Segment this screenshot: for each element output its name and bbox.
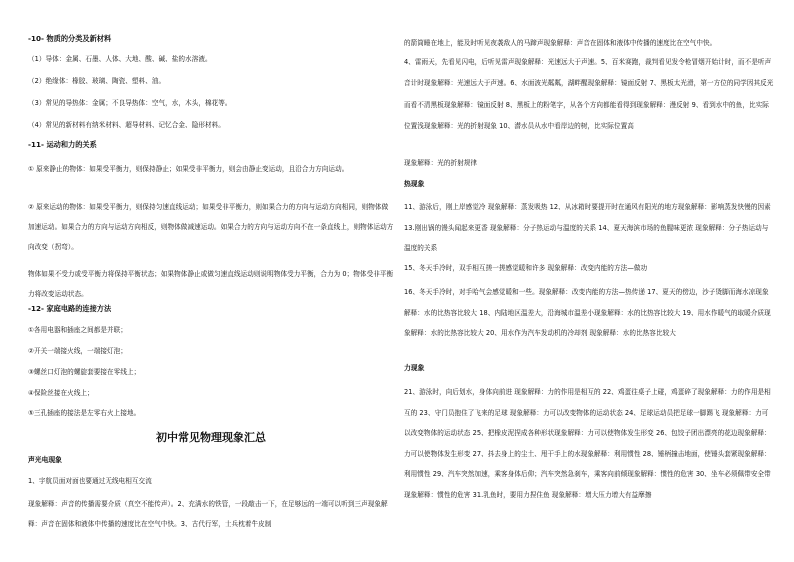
section-10-item-4: （4）常见的新材料有纳米材料、超导材料、记忆合金、隐形材料。 [28, 121, 225, 129]
section-12-item-1: ①各用电器和插座之间都是并联； [28, 326, 127, 334]
section-11-heading: -11- 运动和力的关系 [28, 140, 97, 149]
right-paragraph-3: 现象解释：光的折射规律 [404, 159, 478, 167]
page-title: 初中常见物理现象汇总 [156, 431, 266, 444]
sound-light-heading: 声光电现象 [28, 456, 62, 464]
heat-paragraph-2: 15、冬天手冷时，双手相互搓一搓感觉暖和许多 现象解释：改变内能的方法—做功 [404, 264, 648, 272]
heat-paragraph-1: 11、游泳后，刚上岸感觉冷 现象解释：蒸发吸热 12、从冰箱时要提开时在通风有阳光的地方现象解释：影响蒸发快慢的因素 13.刚出锅的馒头闻起来更香 现象解释：分子热运动与温度的关系 14、夏天海滨市场的鱼腥味更浓 现象解释：分子热运动与温度的关系 [404, 203, 771, 252]
heat-paragraph-3: 16、冬天手冷时，对手哈气会感觉暖和一些。现象解释：改变内能的方法—热传递 17、夏天的傍边，沙子烫脚而海水凉现象解释：水的比热容比较大 18、内陆地区温差大，沿海城市温差小现象解释：水的比热容比较大 19、用水作暖气的取暖介质现象解释：水的比热容比较大 20、用水作为汽车发动机的冷却剂 现象解释：水的比热容比较大 [404, 288, 771, 337]
section-12-item-4: ④保险丝接在火线上； [28, 389, 94, 397]
section-12-heading: -12- 家庭电路的连接方法 [28, 304, 112, 313]
section-10-item-1: （1）导体：金属、石墨、人体、大地、酸、碱、盐的水溶液。 [28, 55, 212, 63]
section-10-heading: -10- 物质的分类及新材料 [28, 34, 112, 43]
section-10-item-3: （3）常见的导热体：金属；不良导热体：空气，水，木头，棉花等。 [28, 99, 232, 107]
section-12-item-2: ②开关一端接火线，一端接灯泡； [28, 347, 127, 355]
right-paragraph-1: 的箭筒睡在地上，能及时听见夜袭敌人的马蹄声现象解释：声音在固体和液体中传播的速度比在空气中快。 [404, 39, 717, 47]
section-12-item-3: ③螺丝口灯泡的螺旋套要接在零线上； [28, 368, 141, 376]
section-10-item-2: （2）绝缘体：橡胶、玻璃、陶瓷、塑料、油。 [28, 77, 166, 85]
section-11-paragraph-3: 物体如果不受力或受平衡力将保持平衡状态；如果物体静止或做匀速直线运动则说明物体受力平衡，合力为 0；物体受非平衡力将改变运动状态。 [28, 270, 394, 298]
force-heading: 力现象 [404, 364, 425, 372]
sound-paragraph-2: 现象解释：声音的传播需要介质（真空不能传声）。2、充满水的铁管，一段敲击一下，在足够远的一端可以听到三声现象解释：声音在固体和液体中传播的速度比在空气中快。3、古代行军，士兵枕着牛皮制 [28, 500, 388, 528]
right-paragraph-2: 4、雷雨天，先看见闪电，后听见雷声现象解释：光速远大于声速。5、百米赛跑，裁判看见发令枪冒烟开始计时，而不是听声音计时现象解释：光速远大于声速。6、水面波光粼粼，湖畔醒现象解释：镜面反射 7、黑板太光滑，第一方位的同学因其反光而看不清黑板现象解释：镜面反射 8、黑板上的粉笔字，从各个方向都能看得到现象解释：漫反射 9、看到水中的鱼，比实际位置浅现象解释：光的折射现象 10、潜水员从水中看岸边的树，比实际位置高 [404, 58, 774, 130]
section-12-item-5: ⑤三孔插座的接法是左零右火上接地。 [28, 409, 141, 417]
section-11-paragraph-2: ② 原来运动的物体：如果受平衡力，则保持匀速直线运动；如果受非平衡力，则如果合力的方向与运动方向相同，则物体做加速运动。如果合力的方向与运动方向相反，则物体做减速运动。如果合力的方向与运动方向不在一条直线上，则物体运动方向改变（拐弯）。 [28, 203, 394, 251]
sound-paragraph-1: 1、宇航员面对面也要通过无线电相互交流 [28, 477, 152, 485]
force-paragraph: 21、游泳时，向后划水，身体向前进 现象解释：力的作用是相互的 22、鸡蛋往桌子上碰，鸡蛋碎了现象解释：力的作用是相互的 23、守门员抱住了飞来的足球 现象解释：力可以改变物体的运动状态 24、足球运动员把足球一脚踢飞 现象解释：力可以改变物体的运动状态 25、把橡皮泥捏成各种形状现象解释：力可以使物体发生形变 26、包饺子团出漂亮的花边现象解释：力可以使物体发生形变 27、抖去身上的尘土、甩干手上的水现象解释：利用惯性 28、锤柄撞击地面，使锤头套紧现象解释：利用惯性 29、汽车突然加速，乘客身体后仰；汽车突然急刹车，乘客向前倾现象解释：惯性的危害 30、坐车必须佩带安全带现象解释：惯性的危害 31.乳鱼时，要用力捏住鱼 现象解释：增大压力增大有益摩擦 [404, 388, 771, 499]
section-11-paragraph-1: ① 原来静止的物体：如果受平衡力，则保持静止；如果受非平衡力，则会由静止变运动，且沿合力方向运动。 [28, 165, 349, 173]
heat-heading: 热现象 [404, 180, 425, 188]
